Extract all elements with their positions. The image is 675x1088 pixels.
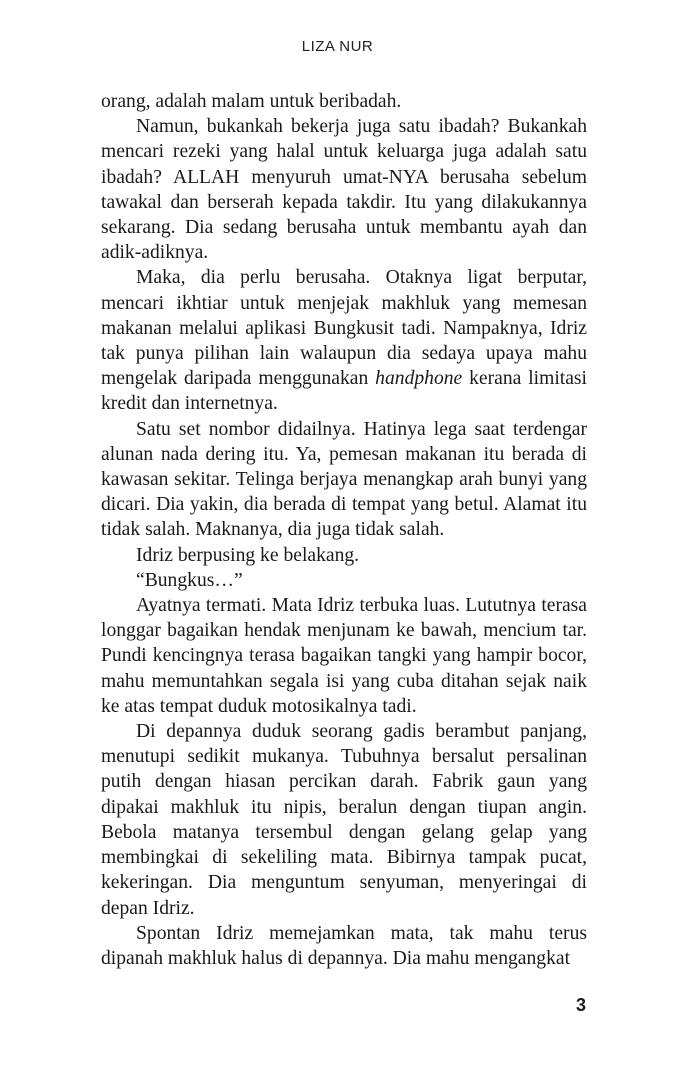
paragraph-7: Ayatnya termati. Mata Idriz terbuka luas. Lututnya terasa longgar bagaikan hendak menjunam ke bawah, mencium tar. Pundi kencingnya terasa bagaikan tangki yang hampir bocor, mahu memuntahkan segala isi yang cuba ditahan sejak naik ke atas tempat duduk motosikalnya tadi.: [101, 595, 587, 717]
paragraph-8: Di depannya duduk seorang gadis berambut panjang, menutupi sedikit mukanya. Tubuhnya bersalut persalinan putih dengan hiasan percikan darah. Fabrik gaun yang dipakai makhluk itu nipis, beralun dengan tiupan angin. Bebola matanya tersembul dengan gelang gelap yang membingkai di sekeliling mata. Bibirnya tampak pucat, kekeringan. Dia menguntum senyuman, menyeringai di depan Idriz.: [101, 721, 587, 919]
running-head: LIZA NUR: [301, 38, 374, 55]
paragraph-4: Satu set nombor didailnya. Hatinya lega saat terdengar alunan nada dering itu. Ya, pemesan makanan itu berada di kawasan sekitar. Telinga berjaya menangkap arah bunyi yang dicari. Dia yakin, dia berada di tempat yang betul. Alamat itu tidak salah. Maknanya, dia juga tidak salah.: [101, 418, 587, 541]
page-number: 3: [575, 995, 586, 1015]
paragraph-3-italic-word: handphone: [375, 368, 463, 390]
paragraph-9: Spontan Idriz memejamkan mata, tak mahu terus dipanah makhluk halus di depannya. Dia mahu mengangkat: [101, 922, 587, 969]
paragraph-6: “Bungkus…”: [136, 569, 243, 591]
paragraph-3-text-after: kerana limitasi kredit dan internetnya.: [101, 368, 587, 415]
paragraph-3: [101, 265, 587, 416]
paragraph-2: Namun, bukankah bekerja juga satu ibadah? Bukankah mencari rezeki yang halal untuk keluarga juga adalah satu ibadah? ALLAH menyuruh umat-NYA berusaha sebelum tawakal dan berserah kepada takdir. Itu yang dilakukannya sekarang. Dia sedang berusaha untuk membantu ayah dan adik-adiknya.: [101, 116, 587, 264]
paragraph-3-text-before: Maka, dia perlu berusaha. Otaknya ligat berputar, mencari ikhtiar untuk menjejak makhluk yang memesan makanan melalui aplikasi Bungkusit tadi. Nampaknya, Idriz tak punya pilihan lain walaupun dia sedaya upaya mahu mengelak daripada menggunakan: [101, 267, 587, 390]
paragraph-5: Idriz berpusing ke belakang.: [136, 544, 360, 566]
paragraph-1: orang, adalah malam untuk beribadah.: [101, 91, 402, 112]
body-text: [101, 89, 587, 971]
